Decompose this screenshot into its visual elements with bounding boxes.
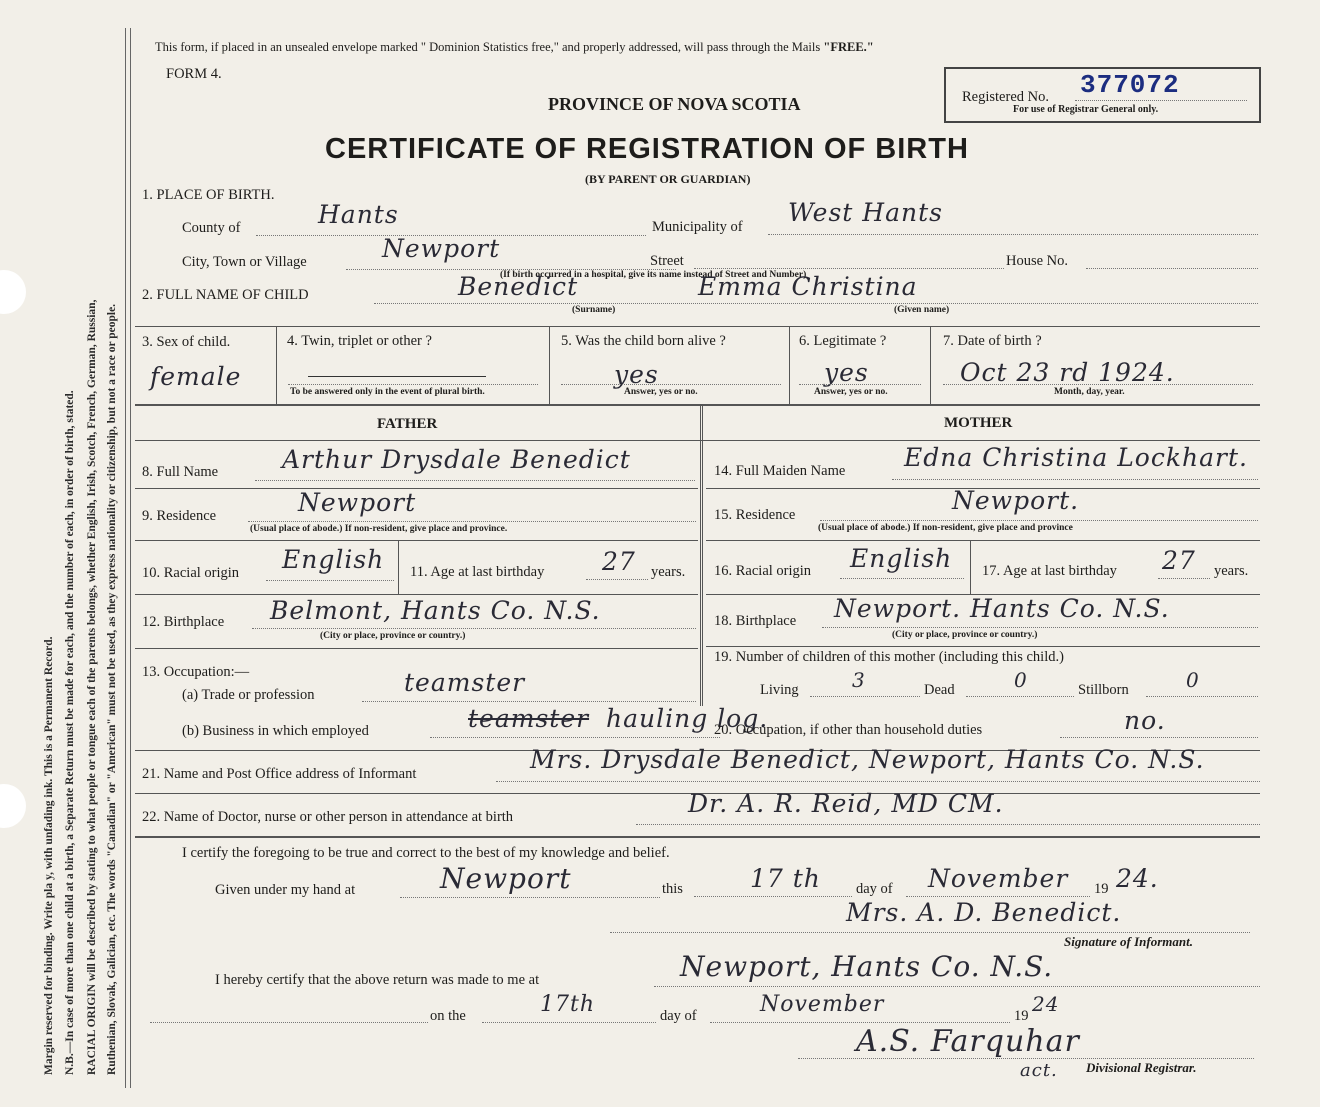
given-month: November xyxy=(928,864,1069,893)
father-rule-3 xyxy=(135,594,698,595)
father-name-line xyxy=(255,480,695,481)
municipality-label: Municipality of xyxy=(652,219,743,235)
informant-line xyxy=(496,781,1260,782)
form-number: FORM 4. xyxy=(166,66,222,82)
father-business-struck: teamster xyxy=(468,704,590,733)
legitimate-value: yes xyxy=(824,358,869,387)
mother-race-line xyxy=(840,578,964,579)
mother-rule-2 xyxy=(706,540,1260,541)
twin-label: 4. Twin, triplet or other ? xyxy=(287,333,432,349)
father-residence-value: Newport xyxy=(298,488,417,517)
given-year-prefix: 19 xyxy=(1094,881,1109,897)
father-rule-4 xyxy=(135,648,698,649)
mother-race-label: 16. Racial origin xyxy=(714,563,812,579)
mother-residence-note: (Usual place of abode.) If non-resident, give place and province xyxy=(818,523,1073,533)
father-age-value: 27 xyxy=(602,547,636,576)
registrar-signature: A.S. Farquhar xyxy=(856,1024,1080,1059)
mother-birthplace-value: Newport. Hants Co. N.S. xyxy=(834,594,1170,623)
county-value: Hants xyxy=(318,200,399,229)
dob-line xyxy=(943,384,1253,385)
father-trade-label: (a) Trade or profession xyxy=(182,687,315,703)
mother-children-label: 19. Number of children of this mother (including this child.) xyxy=(714,649,1064,665)
mother-occupation-value: no. xyxy=(1124,706,1166,735)
living-label: Living xyxy=(760,682,799,698)
father-age-line xyxy=(586,579,648,580)
father-business-line xyxy=(430,737,720,738)
parents-heading-rule xyxy=(135,440,1260,441)
row-top-rule xyxy=(135,326,1260,327)
father-birthplace-label: 12. Birthplace xyxy=(142,614,225,630)
mother-heading: MOTHER xyxy=(944,415,1013,431)
father-residence-label: 9. Residence xyxy=(142,508,217,524)
sex-label: 3. Sex of child. xyxy=(142,334,231,350)
house-no-line xyxy=(1086,268,1258,269)
registrar-act: act. xyxy=(1020,1060,1058,1081)
mother-name-label: 14. Full Maiden Name xyxy=(714,463,846,479)
registrar-month-line xyxy=(710,1022,1010,1023)
father-business-label: (b) Business in which employed xyxy=(182,723,369,739)
registrar-caption: Divisional Registrar. xyxy=(1086,1060,1197,1075)
informant-value: Mrs. Drysdale Benedict, Newport, Hants Co. N.S. xyxy=(530,745,1205,774)
given-under-label: Given under my hand at xyxy=(215,882,356,898)
street-line xyxy=(694,268,1004,269)
child-surname: Benedict xyxy=(458,272,579,301)
given-day-line xyxy=(694,896,852,897)
mother-birthplace-line xyxy=(822,627,1258,628)
twin-dash xyxy=(308,376,486,377)
doctor-rule xyxy=(135,836,1260,838)
dead-value: 0 xyxy=(1014,668,1028,692)
father-race-divider xyxy=(398,540,399,594)
given-day: 17 th xyxy=(750,864,821,893)
mother-residence-label: 15. Residence xyxy=(714,507,796,523)
father-trade-line xyxy=(362,701,696,702)
margin-rule-inner xyxy=(130,28,131,1088)
father-birthplace-value: Belmont, Hants Co. N.S. xyxy=(270,596,601,625)
child-name-label: 2. FULL NAME OF CHILD xyxy=(142,287,309,303)
mother-residence-value: Newport. xyxy=(952,486,1080,515)
registrar-place: Newport, Hants Co. N.S. xyxy=(680,950,1054,983)
col-divider-1 xyxy=(276,326,277,404)
on-the-label: on the xyxy=(430,1008,466,1024)
registered-no-label: Registered No. xyxy=(962,89,1049,105)
given-place-line xyxy=(400,897,660,898)
hospital-note: (If birth occurred in a hospital, give its name instead of Street and Number) xyxy=(500,270,807,280)
stillborn-label: Stillborn xyxy=(1078,682,1129,698)
mother-occupation-label: 20. Occupation, if other than household duties xyxy=(714,722,983,738)
father-residence-line xyxy=(248,521,696,522)
col-divider-4 xyxy=(930,326,931,404)
on-the-lead-line xyxy=(150,1022,428,1023)
registered-no-line xyxy=(1075,100,1247,101)
margin-note-multiple-births: N.B.—In case of more than one child at a birth, a Separate Return must be made for each, and the number of each, in order of birth, stated. xyxy=(64,390,76,1075)
doctor-line xyxy=(636,824,1260,825)
city-label: City, Town or Village xyxy=(182,254,307,270)
stillborn-value: 0 xyxy=(1186,668,1200,692)
municipality-line xyxy=(768,234,1258,235)
given-place: Newport xyxy=(440,862,572,895)
informant-signature-line xyxy=(610,932,1250,933)
father-race-line xyxy=(266,580,394,581)
given-name-caption: (Given name) xyxy=(894,305,950,315)
father-birthplace-line xyxy=(252,628,696,629)
alive-line xyxy=(561,384,781,385)
father-age-label: 11. Age at last birthday xyxy=(410,564,545,580)
dead-label: Dead xyxy=(924,682,955,698)
certify-text: I certify the foregoing to be true and correct to the best of my knowledge and belief. xyxy=(182,845,670,861)
registrar-year: 24 xyxy=(1032,992,1060,1016)
legitimate-line xyxy=(799,384,921,385)
father-name-label: 8. Full Name xyxy=(142,464,219,480)
informant-signature: Mrs. A. D. Benedict. xyxy=(846,898,1122,927)
dob-value: Oct 23 rd 1924. xyxy=(960,358,1175,387)
row-bottom-rule xyxy=(135,404,1260,406)
margin-rule xyxy=(125,28,126,1088)
registrar-general-note: For use of Registrar General only. xyxy=(1013,104,1159,115)
mother-name-line xyxy=(892,479,1258,480)
city-value: Newport xyxy=(382,234,501,263)
margin-note-racial-origin: RACIAL ORIGIN will be described by stating to what people or tongue each of the parents belongs, whether English, Irish, Scotch, French, German, Russian, xyxy=(86,299,98,1075)
mother-birthplace-label: 18. Birthplace xyxy=(714,613,797,629)
registered-number: 377072 xyxy=(1080,70,1180,100)
father-business-value: hauling log. xyxy=(606,704,769,733)
living-value: 3 xyxy=(852,668,866,692)
county-label: County of xyxy=(182,220,241,236)
province-heading: PROVINCE OF NOVA SCOTIA xyxy=(548,94,801,114)
registrar-signature-line xyxy=(798,1058,1254,1059)
father-trade-value: teamster xyxy=(404,668,526,697)
father-rule-1 xyxy=(135,488,698,489)
parents-divider xyxy=(700,406,703,706)
father-rule-2 xyxy=(135,540,698,541)
given-year: 24. xyxy=(1116,864,1159,893)
father-race-label: 10. Racial origin xyxy=(142,565,240,581)
twin-line xyxy=(288,384,538,385)
mother-birthplace-note: (City or place, province or country.) xyxy=(892,630,1038,640)
mother-residence-line xyxy=(820,520,1258,521)
informant-label: 21. Name and Post Office address of Informant xyxy=(142,766,417,782)
father-heading: FATHER xyxy=(377,416,438,432)
mother-occupation-line xyxy=(1060,737,1258,738)
father-name-value: Arthur Drysdale Benedict xyxy=(282,445,631,474)
stillborn-line xyxy=(1146,696,1258,697)
day-of-label: day of xyxy=(856,881,893,897)
col-divider-3 xyxy=(789,326,790,404)
alive-value: yes xyxy=(614,360,659,389)
given-month-line xyxy=(906,896,1090,897)
father-occupation-label: 13. Occupation:— xyxy=(142,664,250,680)
living-line xyxy=(810,696,920,697)
father-race-value: English xyxy=(282,545,385,574)
mother-race-value: English xyxy=(850,544,953,573)
informant-signature-caption: Signature of Informant. xyxy=(1064,934,1193,949)
alive-note: Answer, yes or no. xyxy=(624,387,698,397)
child-name-line xyxy=(374,303,1258,304)
registrar-day-of-label: day of xyxy=(660,1008,697,1024)
this-label: this xyxy=(662,881,683,897)
margin-note-binding: Margin reserved for binding. Write pla y, with unfading ink. This is a Permanent Record. xyxy=(43,636,55,1075)
registrar-text: I hereby certify that the above return was made to me at xyxy=(215,972,540,988)
mother-age-value: 27 xyxy=(1162,546,1196,575)
house-no-label: House No. xyxy=(1006,253,1069,269)
place-of-birth-heading: 1. PLACE OF BIRTH. xyxy=(142,187,275,203)
municipality-value: West Hants xyxy=(788,198,943,227)
dead-line xyxy=(966,696,1074,697)
father-years-label: years. xyxy=(651,564,686,580)
registrar-day-line xyxy=(482,1022,656,1023)
doctor-value: Dr. A. R. Reid, MD CM. xyxy=(688,789,1004,818)
dob-note: Month, day, year. xyxy=(1054,387,1125,397)
registrar-place-line xyxy=(654,986,1260,987)
child-given-name: Emma Christina xyxy=(698,272,918,301)
father-residence-note: (Usual place of abode.) If non-resident, give place and province. xyxy=(250,524,508,534)
street-label: Street xyxy=(650,253,684,269)
father-birthplace-note: (City or place, province or country.) xyxy=(320,631,466,641)
mother-race-divider xyxy=(970,540,971,594)
registrar-year-prefix: 19 xyxy=(1014,1008,1029,1024)
legitimate-label: 6. Legitimate ? xyxy=(799,333,887,349)
registrar-month: November xyxy=(760,992,885,1017)
margin-note-racial-origin-cont: Ruthenian, Slovak, Galician, etc. The words "Canadian" or "American" must not be used, as they express nationality or citizenship, but not a race or people. xyxy=(106,303,118,1075)
mother-years-label: years. xyxy=(1214,563,1249,579)
certificate-subtitle: (BY PARENT OR GUARDIAN) xyxy=(585,172,751,186)
registrar-day: 17th xyxy=(540,992,596,1017)
certificate-title: CERTIFICATE OF REGISTRATION OF BIRTH xyxy=(325,133,969,165)
doctor-label: 22. Name of Doctor, nurse or other person in attendance at birth xyxy=(142,809,514,825)
sex-value: female xyxy=(150,362,242,391)
mother-age-line xyxy=(1158,578,1210,579)
mother-rule-4 xyxy=(706,646,1260,647)
twin-note: To be answered only in the event of plural birth. xyxy=(290,387,485,397)
alive-label: 5. Was the child born alive ? xyxy=(561,333,726,349)
mail-notice: This form, if placed in an unsealed envelope marked " Dominion Statistics free," and properly addressed, will pass through the Mails "FREE." xyxy=(155,40,874,54)
dob-label: 7. Date of birth ? xyxy=(943,333,1042,349)
legitimate-note: Answer, yes or no. xyxy=(814,387,888,397)
binding-hole-top xyxy=(0,270,26,314)
surname-caption: (Surname) xyxy=(572,305,616,315)
mother-age-label: 17. Age at last birthday xyxy=(982,563,1117,579)
col-divider-2 xyxy=(549,326,550,404)
mother-name-value: Edna Christina Lockhart. xyxy=(904,443,1248,472)
binding-hole-bottom xyxy=(0,784,26,828)
